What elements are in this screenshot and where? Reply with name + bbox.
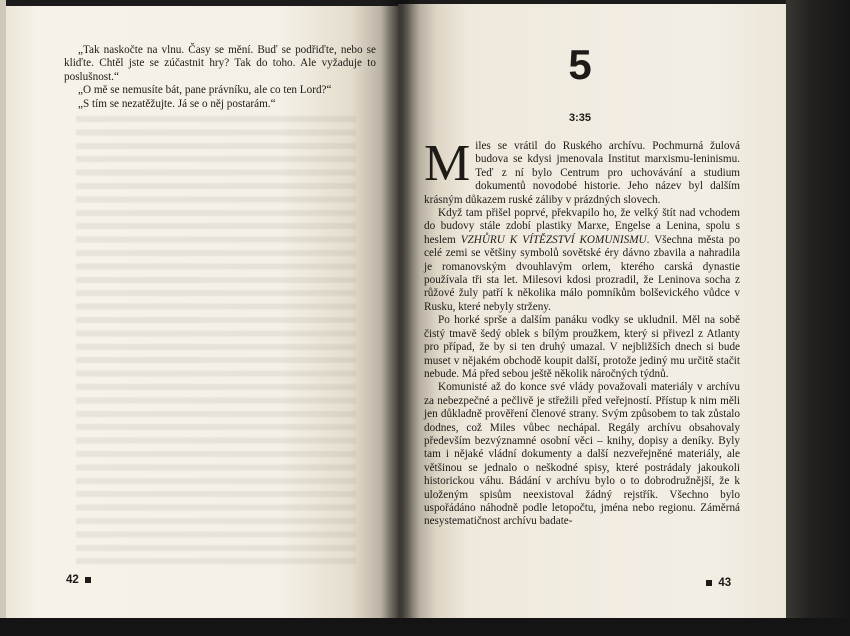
right-page-body (424, 135, 740, 529)
paragraph-text: . Všechna města po celé zemi se většiny symbolů sovětské éry dávno zbavila a nahradila je romanovským dvouhlavým orlem, kterého carská dynastie používala tři sta let. Milesovi kdosi prozradil, že Leninova socha z růžové žuly patří k několika málo pomníkům bolševického vůdce v Rusku, které nebyly strženy. (424, 233, 740, 313)
right-page (398, 4, 786, 620)
paragraph-text: Když tam přišel poprvé, překvapilo ho, že velký štít nad vchodem do budovy stále zdobí plastiky Marxe, Engelse a Lenina, spolu s heslem (424, 207, 740, 246)
opening-paragraph-text: iles se vrátil do Ruského archívu. Pochmurná žulová budova se kdysi jmenovala Institut marxismu-leninismu. Teď z ní bylo Centrum pro uchovávání a studium dokumentů novodobé historie. Jeho název byl dalším krásným důkazem ruské záliby v prázdných slovech. (424, 140, 740, 206)
square-bullet-icon (706, 580, 712, 586)
body-paragraph: Po horké sprše a dalším panáku vodky se ukludnil. Měl na sobě čistý tmavě šedý oblek s bílým proužkem, který si přivezl z Atlanty pro případ, že by si ten druhý umazal. V nejbližších dnech si bude muset v nějakém obchodě koupit další, protože jediný mu určitě stačit nebude. Má před sebou ještě několik náročných týdnů. (424, 314, 740, 380)
book-edge-right (786, 0, 850, 636)
left-paragraph: „Tak naskočte na vlnu. Časy se mění. Buď se podřiďte, nebo se kliďte. Chtěl jste se zúčastnit hry? Tak do toho. Ale vyžaduje to poslušnost.“ (64, 44, 376, 83)
slogan-text: VZHŮRU K VÍTĚZSTVÍ KOMUNISMU (460, 233, 647, 246)
chapter-number: 5 (568, 41, 592, 88)
left-page-body (64, 44, 376, 111)
drop-cap: M (424, 135, 471, 192)
chapter-time: 3:35 (568, 112, 592, 124)
page-number-text: 42 (66, 574, 79, 586)
square-bullet-icon (85, 577, 91, 583)
body-paragraph: Komunisté až do konce své vlády považovali materiály v archívu za nebezpečné a pečlivě je střežili před veřejností. Přístup k nim měli jen důkladně prověření členové strany. Svým způsobem to tak zůstalo dodnes, což Miles vůbec nechápal. Regály archívu obsahovaly především bezvýznamné osobní věci – knihy, dopisy a deníky. Byly tam i nějaké vládní dokumenty a další nezveřejněné materiály, ale většinou se jednalo o neškodné spisy, které postrádaly jakoukoli historickou váhu. Bádání v archívu bylo o to dobrodružnější, že k uloženým spisům neexistoval žádný rejstřík. Všechno bylo uspořádáno náhodně podle letopočtu, jména nebo regionu. Záměrná nesystematičnost archívu badate- (424, 381, 740, 528)
book-edge-bottom (0, 618, 850, 636)
left-paragraph: „O mě se nemusíte bát, pane právníku, ale co ten Lord?“ (78, 84, 332, 97)
page-number-text: 43 (718, 577, 732, 589)
body-paragraph (424, 207, 740, 314)
left-paragraph: „S tím se nezatěžujte. Já se o něj postarám.“ (78, 97, 276, 110)
page-number-left (66, 574, 91, 586)
show-through-text (76, 116, 356, 566)
page-number-right (706, 577, 731, 589)
left-page (6, 6, 398, 618)
opening-paragraph (424, 135, 740, 207)
